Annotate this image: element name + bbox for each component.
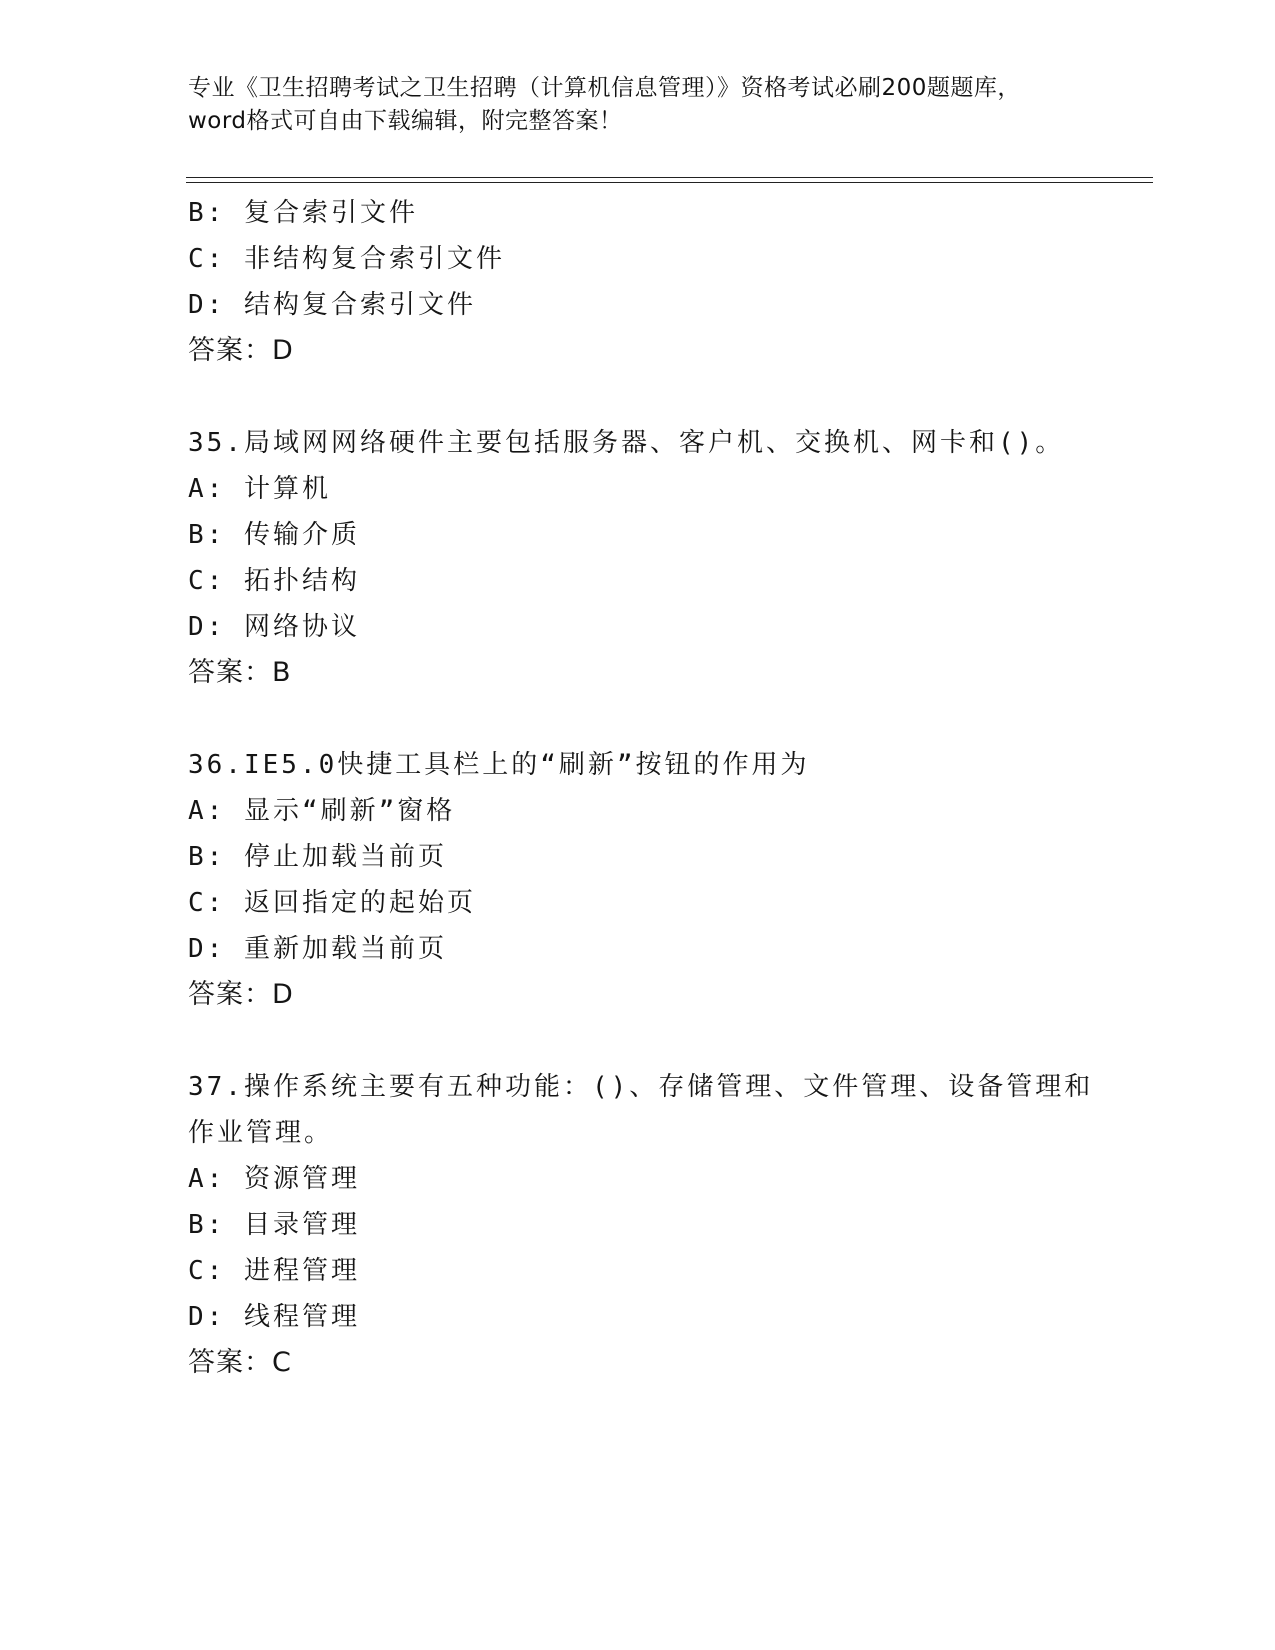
header-divider-top: [186, 177, 1153, 178]
option-b: B: 传输介质: [188, 520, 360, 550]
question-stem-line-2: 作业管理。: [188, 1118, 334, 1148]
option-b: B: 停止加载当前页: [188, 842, 447, 872]
option-d: D: 重新加载当前页: [188, 934, 447, 964]
spacer: [188, 374, 1138, 420]
question-stem: 36.IE5.0快捷工具栏上的“刷新”按钮的作用为: [188, 750, 810, 780]
spacer: [188, 696, 1138, 742]
header-divider-bottom: [186, 182, 1153, 183]
option-b: B: 复合索引文件: [188, 198, 418, 228]
option-c: C: 非结构复合索引文件: [188, 244, 505, 274]
option-d: D: 结构复合索引文件: [188, 290, 476, 320]
question-37: [188, 1064, 1138, 1386]
answer: 答案：B: [188, 657, 292, 688]
option-c: C: 拓扑结构: [188, 566, 360, 596]
option-d: D: 网络协议: [188, 612, 360, 642]
answer: 答案：D: [188, 335, 294, 366]
option-c: C: 返回指定的起始页: [188, 888, 476, 918]
document-header: [188, 72, 1088, 138]
option-a: A: 显示“刷新”窗格: [188, 796, 456, 826]
option-c: C: 进程管理: [188, 1256, 360, 1286]
header-title-line-2: word格式可自由下载编辑，附完整答案！: [188, 108, 623, 134]
question-35: [188, 420, 1138, 696]
answer: 答案：D: [188, 979, 294, 1010]
question-list: [188, 190, 1138, 1386]
option-d: D: 线程管理: [188, 1302, 360, 1332]
answer: 答案：C: [188, 1347, 292, 1378]
question-34-continued: [188, 190, 1138, 374]
question-stem-line-1: 37.操作系统主要有五种功能：()、存储管理、文件管理、设备管理和: [188, 1072, 1094, 1102]
question-36: [188, 742, 1138, 1018]
option-a: A: 资源管理: [188, 1164, 360, 1194]
header-title-line-1: 专业《卫生招聘考试之卫生招聘（计算机信息管理）》资格考试必刷200题题库，: [188, 75, 1021, 101]
question-stem: 35.局域网网络硬件主要包括服务器、客户机、交换机、网卡和()。: [188, 428, 1065, 458]
spacer: [188, 1018, 1138, 1064]
option-a: A: 计算机: [188, 474, 331, 504]
option-b: B: 目录管理: [188, 1210, 360, 1240]
